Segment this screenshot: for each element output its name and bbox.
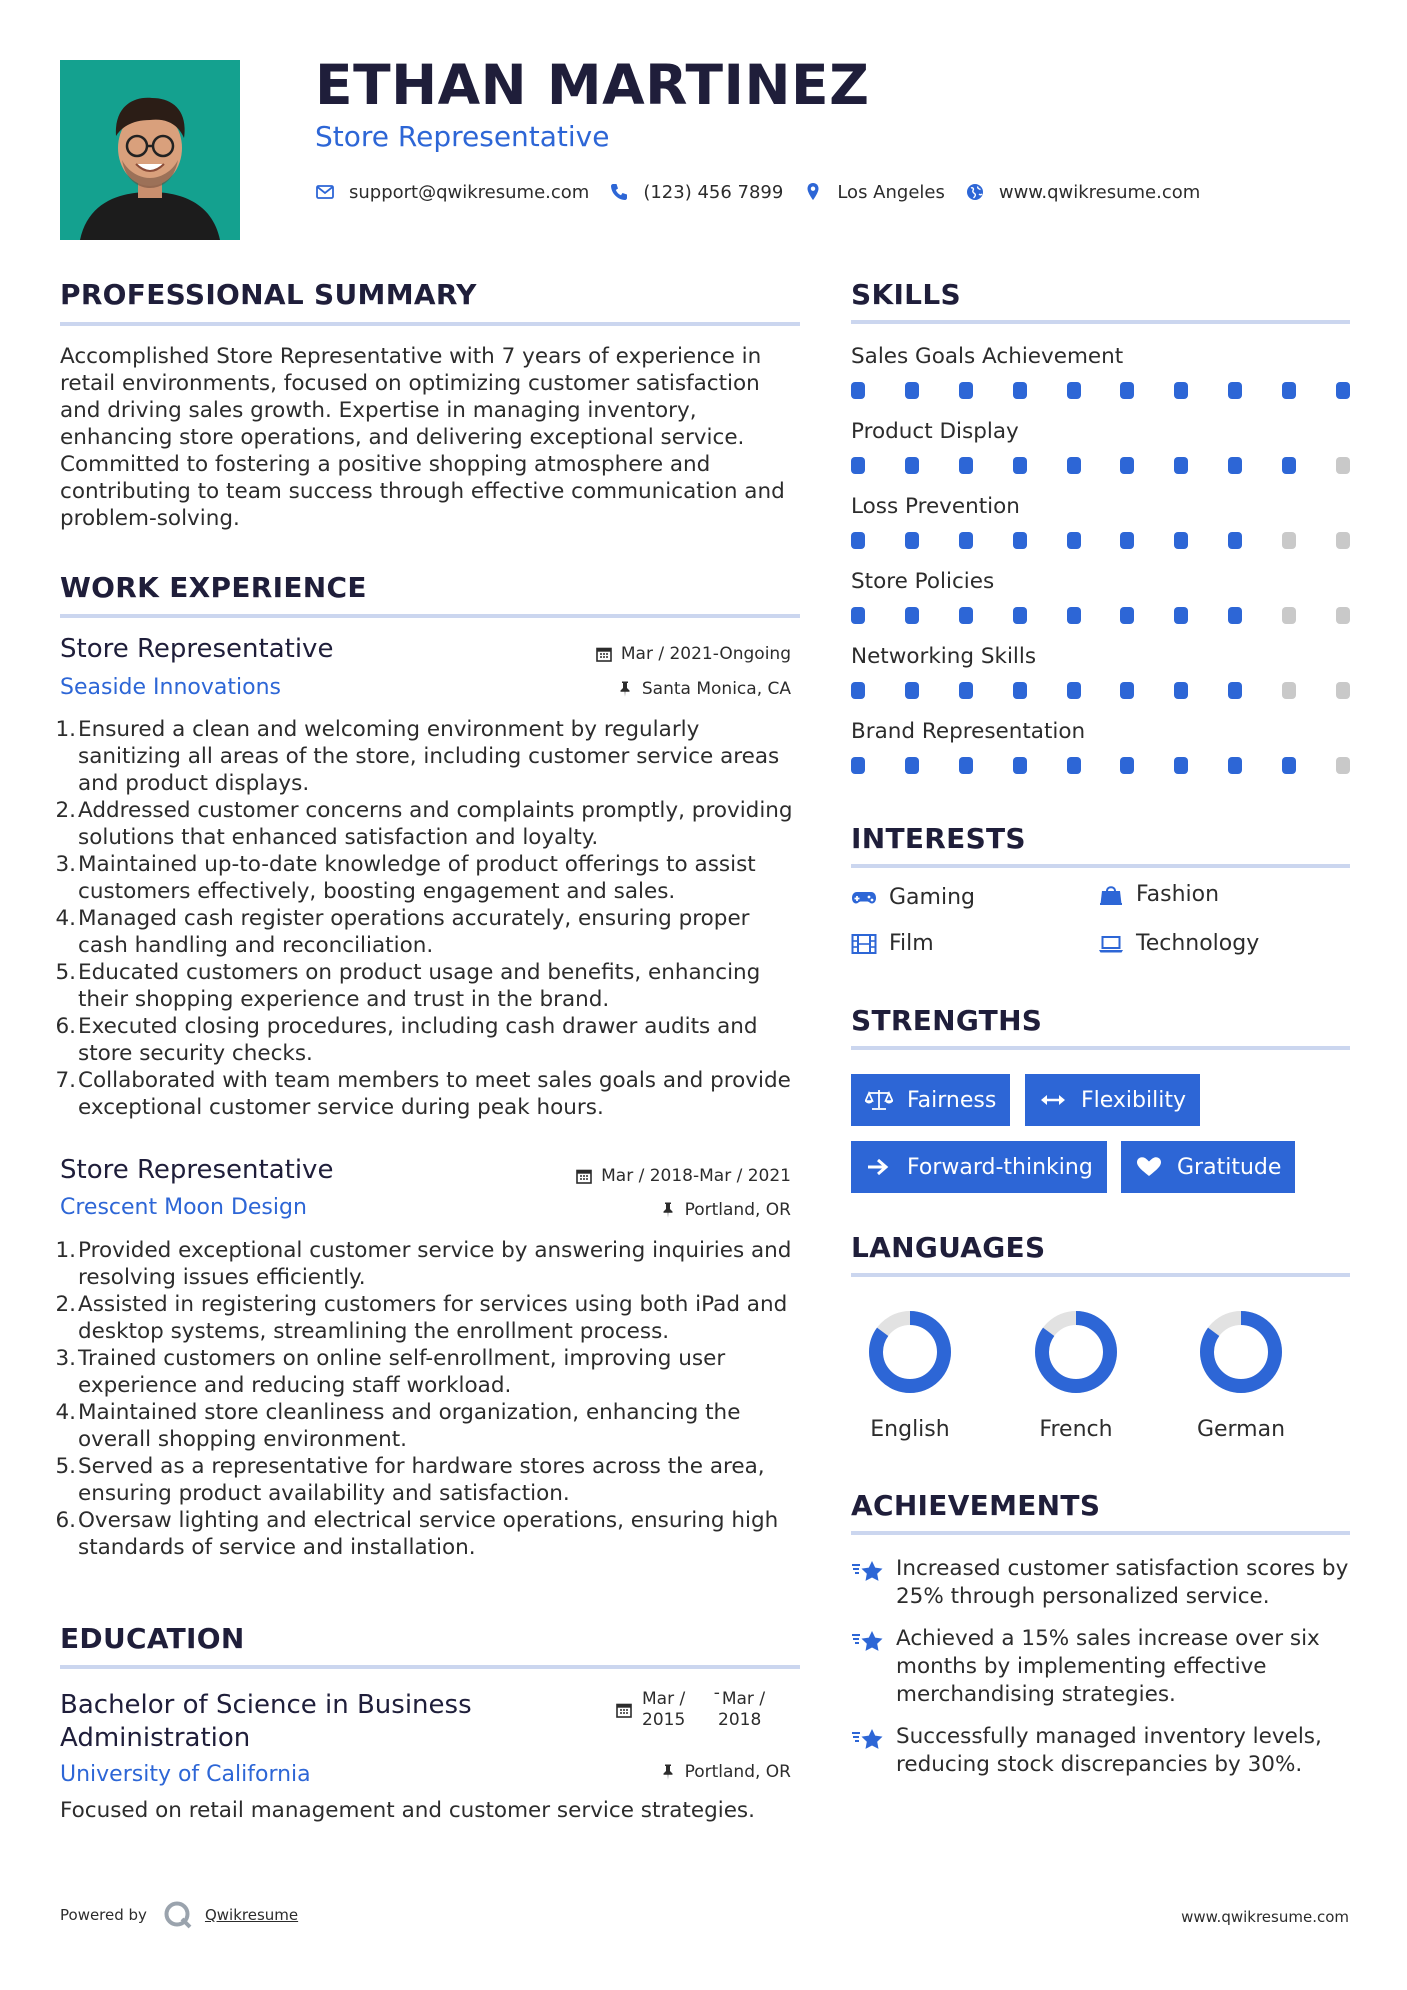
- skill-dot-filled: [1282, 457, 1296, 474]
- skill-dot-filled: [905, 682, 919, 699]
- section-title-interests: INTERESTS: [851, 822, 1026, 855]
- website-text: www.qwikresume.com: [998, 181, 1201, 203]
- strength-tag: [1121, 1141, 1295, 1193]
- interest-item: [851, 887, 975, 909]
- duty-item: [55, 1345, 800, 1399]
- duty-text: Collaborated with team members to meet sales goals and provide exceptional customer service during peak hours.: [78, 1068, 791, 1120]
- pushpin-icon: [659, 1763, 677, 1781]
- education-degree: Bachelor of Science in Business Administration: [60, 1690, 472, 1753]
- duty-text: Managed cash register operations accurately, ensuring proper cash handling and reconciliation.: [78, 906, 750, 958]
- duty-number: 6.: [55, 1508, 76, 1533]
- language-level-ring: [1034, 1310, 1118, 1394]
- skill-dot-filled: [1228, 382, 1242, 399]
- language-level-ring: [868, 1310, 952, 1394]
- skill-name: Networking Skills: [851, 644, 1037, 669]
- pushpin-icon: [659, 1201, 677, 1219]
- duty-number: 3.: [55, 1346, 76, 1371]
- education-end-date: [712, 1683, 766, 1731]
- job-date: [575, 1167, 791, 1185]
- skill-dot-empty: [1336, 682, 1350, 699]
- skill-dot-filled: [1067, 382, 1081, 399]
- skill-dot-filled: [1174, 382, 1188, 399]
- calendar-icon: [615, 1701, 633, 1719]
- skill-dot-filled: [1013, 682, 1027, 699]
- education-end-year: 2018: [718, 1710, 762, 1730]
- duty-text: Trained customers on online self-enrollment, improving user experience and reducing staff workload.: [78, 1346, 726, 1398]
- map-pin-icon: [803, 182, 823, 202]
- skill-dot-filled: [1067, 682, 1081, 699]
- section-divider: [851, 1531, 1350, 1535]
- skill-dot-filled: [1174, 532, 1188, 549]
- job-date-text: Mar / 2018-Mar / 2021: [601, 1165, 791, 1186]
- skill-dot-filled: [1228, 682, 1242, 699]
- star-icon: [851, 1629, 885, 1655]
- section-divider: [851, 320, 1350, 324]
- skill-dot-filled: [851, 457, 865, 474]
- duty-item: [55, 1291, 800, 1345]
- section-title-achievements: ACHIEVEMENTS: [851, 1489, 1101, 1522]
- skill-dot-filled: [905, 607, 919, 624]
- duty-number: 4.: [55, 1400, 76, 1425]
- arrows-horizontal-icon: [1039, 1089, 1067, 1111]
- contact-phone[interactable]: [609, 182, 783, 203]
- skill-dot-filled: [1067, 607, 1081, 624]
- skill-dot-filled: [1174, 607, 1188, 624]
- section-divider: [851, 864, 1350, 868]
- education-start-date: [642, 1689, 685, 1731]
- skill-dot-filled: [905, 757, 919, 774]
- language-name: French: [1039, 1417, 1113, 1442]
- envelope-icon: [315, 182, 335, 202]
- skill-dot-filled: [1174, 457, 1188, 474]
- duty-item: [55, 1507, 800, 1561]
- location-text: Los Angeles: [837, 181, 945, 203]
- skill-dot-filled: [959, 682, 973, 699]
- phone-icon: [609, 182, 629, 202]
- company-name[interactable]: Crescent Moon Design: [60, 1195, 307, 1220]
- skill-name: Loss Prevention: [851, 494, 1020, 519]
- company-name[interactable]: Seaside Innovations: [60, 675, 281, 700]
- candidate-name: ETHAN MARTINEZ: [315, 53, 870, 117]
- duty-item: [55, 959, 800, 1013]
- education-location-text: Portland, OR: [684, 1761, 791, 1782]
- skill-dot-empty: [1336, 457, 1350, 474]
- contact-website[interactable]: [965, 182, 1200, 203]
- footer-powered-by: [60, 1900, 298, 1930]
- skill-name: Brand Representation: [851, 719, 1086, 744]
- duty-text: Maintained store cleanliness and organization, enhancing the overall shopping environment.: [78, 1400, 741, 1452]
- education-start-year: 2015: [642, 1710, 686, 1730]
- arrow-right-icon: [865, 1156, 893, 1178]
- job-title: Store Representative: [60, 1155, 334, 1185]
- skill-dot-filled: [1174, 682, 1188, 699]
- job-duties-list: [55, 1237, 800, 1561]
- contact-location: [803, 182, 945, 203]
- interest-label: Gaming: [889, 885, 975, 910]
- shopping-bag-icon: [1098, 884, 1124, 906]
- duty-text: Educated customers on product usage and benefits, enhancing their shopping experience and trust in the brand.: [78, 960, 761, 1012]
- language-level-ring: [1199, 1310, 1283, 1394]
- school-name[interactable]: University of California: [60, 1762, 311, 1787]
- skill-dot-filled: [905, 532, 919, 549]
- gamepad-icon: [851, 887, 877, 909]
- interest-label: Film: [889, 931, 934, 956]
- duty-text: Executed closing procedures, including cash drawer audits and store security checks.: [78, 1014, 758, 1066]
- skill-dot-filled: [959, 457, 973, 474]
- skill-rating: [851, 757, 1350, 775]
- calendar-icon: [595, 645, 613, 663]
- duty-number: 4.: [55, 906, 76, 931]
- star-icon: [851, 1727, 885, 1753]
- strength-label: Flexibility: [1081, 1087, 1186, 1113]
- duty-text: Provided exceptional customer service by answering inquiries and resolving issues efficiently.: [78, 1238, 792, 1290]
- strength-label: Forward-thinking: [907, 1154, 1093, 1180]
- skill-dot-filled: [959, 607, 973, 624]
- achievement-text: Successfully managed inventory levels, reducing stock discrepancies by 30%.: [896, 1724, 1322, 1777]
- skill-dot-filled: [959, 382, 973, 399]
- skill-dot-filled: [1120, 682, 1134, 699]
- duty-item: [55, 1237, 800, 1291]
- duty-number: 6.: [55, 1014, 76, 1039]
- job-location: [616, 680, 791, 698]
- calendar-icon: [575, 1167, 593, 1185]
- profile-photo: [60, 60, 240, 240]
- skill-rating: [851, 682, 1350, 700]
- duty-text: Addressed customer concerns and complaints promptly, providing solutions that enhanced satisfaction and loyalty.: [78, 798, 793, 850]
- interest-item: [1098, 884, 1219, 906]
- skill-dot-filled: [959, 532, 973, 549]
- skill-dot-filled: [1282, 757, 1296, 774]
- skill-dot-filled: [1228, 607, 1242, 624]
- duty-item: [55, 1453, 800, 1507]
- education-end-month: - Mar /: [713, 1683, 766, 1709]
- duty-item: [55, 1013, 800, 1067]
- job-location: [659, 1201, 791, 1219]
- section-divider: [851, 1046, 1350, 1050]
- skill-dot-filled: [905, 457, 919, 474]
- skill-rating: [851, 532, 1350, 550]
- section-divider: [851, 1273, 1350, 1277]
- duty-text: Maintained up-to-date knowledge of product offerings to assist customers effectively, boosting engagement and sales.: [78, 852, 756, 904]
- skill-name: Store Policies: [851, 569, 995, 594]
- balance-scale-icon: [865, 1089, 893, 1111]
- skill-dot-filled: [1120, 457, 1134, 474]
- skill-dot-empty: [1282, 682, 1296, 699]
- skill-dot-filled: [1282, 382, 1296, 399]
- skill-dot-filled: [1120, 532, 1134, 549]
- skill-dot-empty: [1282, 607, 1296, 624]
- strength-label: Gratitude: [1177, 1154, 1282, 1180]
- star-icon: [851, 1559, 885, 1585]
- interest-label: Fashion: [1136, 882, 1220, 907]
- section-title-experience: WORK EXPERIENCE: [60, 571, 367, 604]
- duty-number: 3.: [55, 852, 76, 877]
- strength-tag: [851, 1141, 1107, 1193]
- skill-dot-filled: [1120, 757, 1134, 774]
- skill-dot-filled: [851, 757, 865, 774]
- duty-text: Served as a representative for hardware stores across the area, ensuring product availability and satisfaction.: [78, 1454, 765, 1506]
- summary-text: Accomplished Store Representative with 7 years of experience in retail environments, focused on optimizing customer satisfaction and driving sales growth. Expertise in managing inventory, enhancing store operations, and delivering exceptional service. Committed to fostering a positive shopping atmosphere and contributing to team success through effective communication and problem-solving.: [60, 344, 785, 531]
- brand-link[interactable]: Qwikresume: [204, 1906, 299, 1924]
- duty-number: 5.: [55, 960, 76, 985]
- duty-item: [55, 1067, 800, 1121]
- contact-email[interactable]: [315, 182, 589, 203]
- job-date-text: Mar / 2021-Ongoing: [620, 643, 791, 664]
- duty-number: 7.: [55, 1068, 76, 1093]
- skill-name: Product Display: [851, 419, 1019, 444]
- skill-dot-filled: [1228, 532, 1242, 549]
- skill-rating: [851, 457, 1350, 475]
- contact-bar: [315, 178, 1220, 206]
- language-name: German: [1196, 1417, 1286, 1442]
- strength-tag: [1025, 1074, 1200, 1126]
- phone-text: (123) 456 7899: [643, 181, 784, 203]
- skill-dot-filled: [1013, 382, 1027, 399]
- job-title: Store Representative: [60, 634, 334, 664]
- skill-rating: [851, 607, 1350, 625]
- strength-label: Fairness: [907, 1087, 997, 1113]
- job-location-text: Portland, OR: [684, 1199, 791, 1220]
- skill-dot-filled: [1013, 757, 1027, 774]
- skill-dot-filled: [1228, 457, 1242, 474]
- language-name: English: [870, 1417, 950, 1442]
- heart-icon: [1135, 1156, 1163, 1178]
- section-title-languages: LANGUAGES: [851, 1231, 1046, 1264]
- skill-dot-filled: [851, 607, 865, 624]
- skill-dot-empty: [1282, 532, 1296, 549]
- duty-item: [55, 851, 800, 905]
- pushpin-icon: [616, 680, 634, 698]
- skill-dot-filled: [851, 682, 865, 699]
- skill-dot-empty: [1336, 757, 1350, 774]
- section-title-summary: PROFESSIONAL SUMMARY: [60, 278, 477, 311]
- duty-text: Ensured a clean and welcoming environment by regularly sanitizing all areas of the store, including customer service areas and product displays.: [78, 717, 780, 796]
- candidate-role: Store Representative: [315, 120, 610, 153]
- duty-text: Assisted in registering customers for services using both iPad and desktop systems, streamlining the enrollment process.: [78, 1292, 788, 1344]
- duty-number: 1.: [55, 1238, 76, 1263]
- skill-dot-filled: [1174, 757, 1188, 774]
- skill-dot-filled: [905, 382, 919, 399]
- job-duties-list: [55, 716, 800, 1121]
- skill-dot-empty: [1336, 532, 1350, 549]
- duty-number: 2.: [55, 1292, 76, 1317]
- globe-icon: [965, 182, 985, 202]
- skill-dot-filled: [1120, 607, 1134, 624]
- email-text: support@qwikresume.com: [349, 181, 590, 203]
- powered-by-label: Powered by: [60, 1906, 147, 1924]
- section-divider: [60, 1665, 800, 1669]
- qwikresume-logo-icon: [163, 1900, 193, 1930]
- duty-item: [55, 797, 800, 851]
- skill-name: Sales Goals Achievement: [851, 344, 1124, 369]
- section-title-education: EDUCATION: [60, 1622, 245, 1655]
- section-divider: [60, 322, 800, 326]
- duty-number: 5.: [55, 1454, 76, 1479]
- film-icon: [851, 933, 877, 955]
- duty-text: Oversaw lighting and electrical service operations, ensuring high standards of service and installation.: [78, 1508, 779, 1560]
- skill-dot-filled: [1067, 532, 1081, 549]
- job-date: [595, 645, 791, 663]
- interest-item: [851, 933, 934, 955]
- skill-rating: [851, 382, 1350, 400]
- duty-item: [55, 1399, 800, 1453]
- laptop-icon: [1098, 933, 1124, 955]
- duty-item: [55, 905, 800, 959]
- interest-item: [1098, 933, 1259, 955]
- duty-number: 1.: [55, 717, 76, 742]
- duty-number: 2.: [55, 798, 76, 823]
- interest-label: Technology: [1136, 931, 1260, 956]
- skill-dot-filled: [1067, 757, 1081, 774]
- skill-dot-filled: [851, 382, 865, 399]
- strength-tag: [851, 1074, 1010, 1126]
- job-location-text: Santa Monica, CA: [641, 678, 791, 699]
- skill-dot-filled: [1013, 532, 1027, 549]
- education-location: [659, 1763, 791, 1781]
- section-title-strengths: STRENGTHS: [851, 1004, 1043, 1037]
- skill-dot-filled: [1228, 757, 1242, 774]
- duty-item: [55, 716, 800, 797]
- skill-dot-filled: [1013, 457, 1027, 474]
- section-title-skills: SKILLS: [851, 278, 961, 311]
- skill-dot-empty: [1336, 607, 1350, 624]
- footer-website[interactable]: www.qwikresume.com: [1181, 1908, 1349, 1926]
- education-description: Focused on retail management and customer service strategies.: [60, 1798, 755, 1823]
- skill-dot-filled: [1120, 382, 1134, 399]
- skill-dot-filled: [1013, 607, 1027, 624]
- achievement-text: Achieved a 15% sales increase over six months by implementing effective merchandising strategies.: [896, 1626, 1320, 1707]
- skill-dot-filled: [851, 532, 865, 549]
- skill-dot-filled: [959, 757, 973, 774]
- achievement-text: Increased customer satisfaction scores by 25% through personalized service.: [896, 1556, 1349, 1609]
- education-start-month: Mar /: [642, 1689, 686, 1709]
- skill-dot-filled: [1336, 382, 1350, 399]
- skill-dot-filled: [1067, 457, 1081, 474]
- section-divider: [60, 614, 800, 618]
